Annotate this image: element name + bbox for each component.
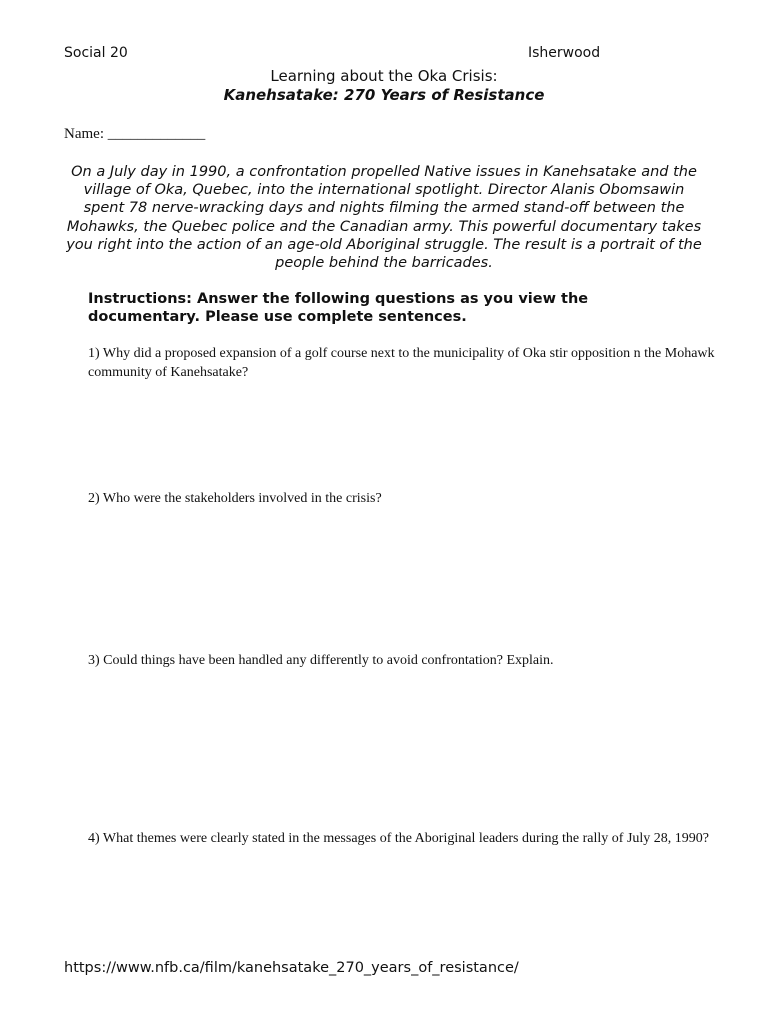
answer-area-4[interactable] xyxy=(88,870,708,950)
question-3: 3) Could things have been handled any differently to avoid confrontation? Explain. xyxy=(88,653,554,668)
question-4: 4) What themes were clearly stated in the messages of the Aboriginal leaders during the rally of July 28, 1990? xyxy=(88,831,710,846)
documentary-title: Kanehsatake: 270 Years of Resistance xyxy=(223,86,545,104)
name-field[interactable]: Name: _____________ xyxy=(64,126,206,142)
intro-paragraph: On a July day in 1990, a confrontation propelled Native issues in Kanehsatake and the village of Oka, Quebec, into the international spotlight. Director Alanis Obomsawin spent 78 nerve-wracking days and nights filming the armed stand-off between the Mohawks, the Quebec police and the Canadian army. This powerful documentary takes you right into the action of an age-old Aboriginal struggle. The result is a portrait of the people behind the barricades. xyxy=(66,164,702,272)
document-title: Learning about the Oka Crisis: xyxy=(270,67,498,85)
instructions: Instructions: Answer the following questions as you view the documentary. Please use complete sentences. xyxy=(88,291,589,325)
teacher-name: Isherwood xyxy=(528,45,601,61)
answer-area-3[interactable] xyxy=(88,674,708,819)
question-1: 1) Why did a proposed expansion of a golf course next to the municipality of Oka stir opposition n the Mohawk community of Kanehsatake? xyxy=(88,346,715,380)
source-url[interactable]: https://www.nfb.ca/film/kanehsatake_270_years_of_resistance/ xyxy=(64,960,519,976)
answer-area-2[interactable] xyxy=(88,512,708,642)
course-label: Social 20 xyxy=(64,45,128,61)
question-2: 2) Who were the stakeholders involved in the crisis? xyxy=(88,491,382,506)
answer-area-1[interactable] xyxy=(88,384,708,479)
